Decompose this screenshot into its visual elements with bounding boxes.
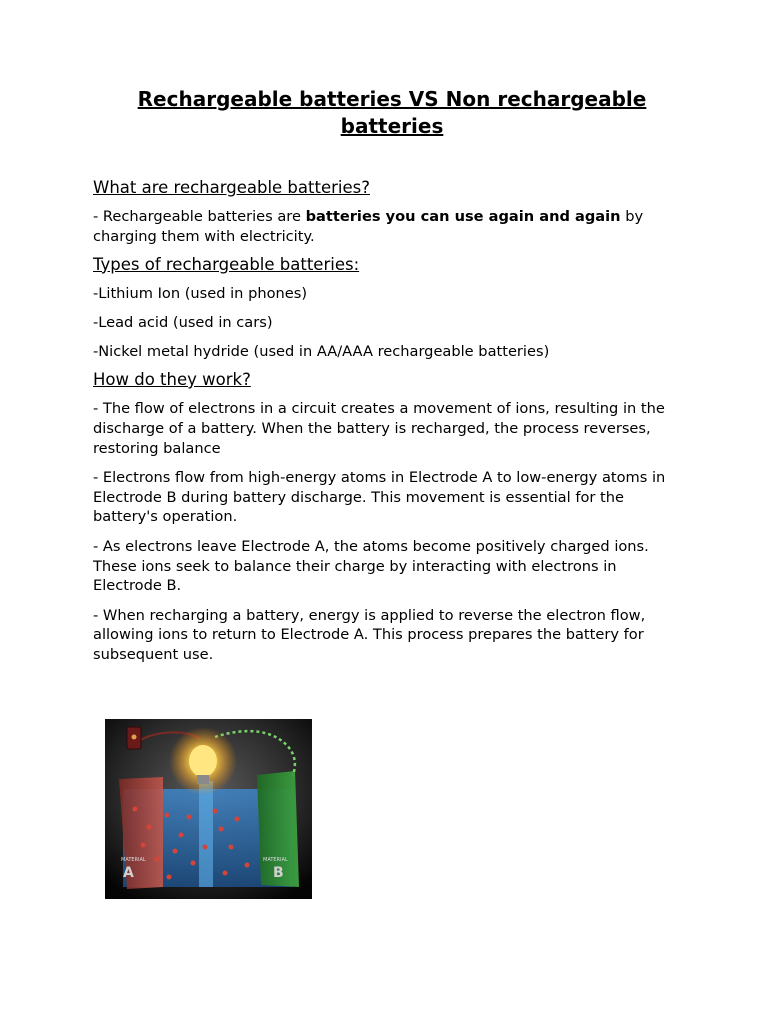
switch-knob [132, 735, 137, 740]
definition-suffix: by charging them with electricity. [93, 208, 644, 245]
paragraph-how-4: - When recharging a battery, energy is applied to reverse the electron flow, allowing ions to return to Electrode A. This process prepares the battery for subsequent use. [93, 606, 646, 664]
bulb [189, 745, 217, 777]
document-page [93, 86, 683, 665]
title-line-2: batteries [340, 114, 444, 138]
material-b-letter: B [273, 865, 284, 881]
paragraph-how-1: - The flow of electrons in a circuit creates a movement of ions, resulting in the discharge of a battery. When the battery is recharged, the process reverses, restoring balance [93, 399, 665, 457]
material-b-small: MATERIAL [263, 857, 288, 863]
title-line-1: Rechargeable batteries VS Non rechargeable [137, 87, 647, 111]
bulb-base [197, 775, 209, 784]
list-item-nickel: -Nickel metal hydride (used in AA/AAA rechargeable batteries) [93, 343, 550, 361]
list-item-lead-acid: -Lead acid (used in cars) [93, 313, 273, 331]
definition-bold: batteries you can use again and again [305, 208, 621, 225]
battery-illustration [105, 719, 312, 899]
paragraph-how-3: - As electrons leave Electrode A, the atoms become positively charged ions. These ions seek to balance their charge by interacting with electrons in Electrode B. [93, 537, 649, 595]
definition-prefix: - Rechargeable batteries are [93, 208, 306, 225]
page-title [93, 86, 683, 140]
material-a-letter: A [123, 865, 134, 881]
heading-types: Types of rechargeable batteries: [93, 254, 360, 274]
heading-what-are: What are rechargeable batteries? [93, 178, 370, 197]
paragraph-how-2: - Electrons flow from high-energy atoms in Electrode A to low-energy atoms in Electrode B during battery discharge. This movement is essential for the battery's operation. [93, 468, 666, 526]
separator [199, 781, 213, 887]
paragraph-definition [93, 207, 683, 247]
heading-how-work: How do they work? [93, 369, 251, 389]
list-item-lithium: -Lithium Ion (used in phones) [93, 284, 308, 302]
material-a-small: MATERIAL [121, 857, 146, 863]
